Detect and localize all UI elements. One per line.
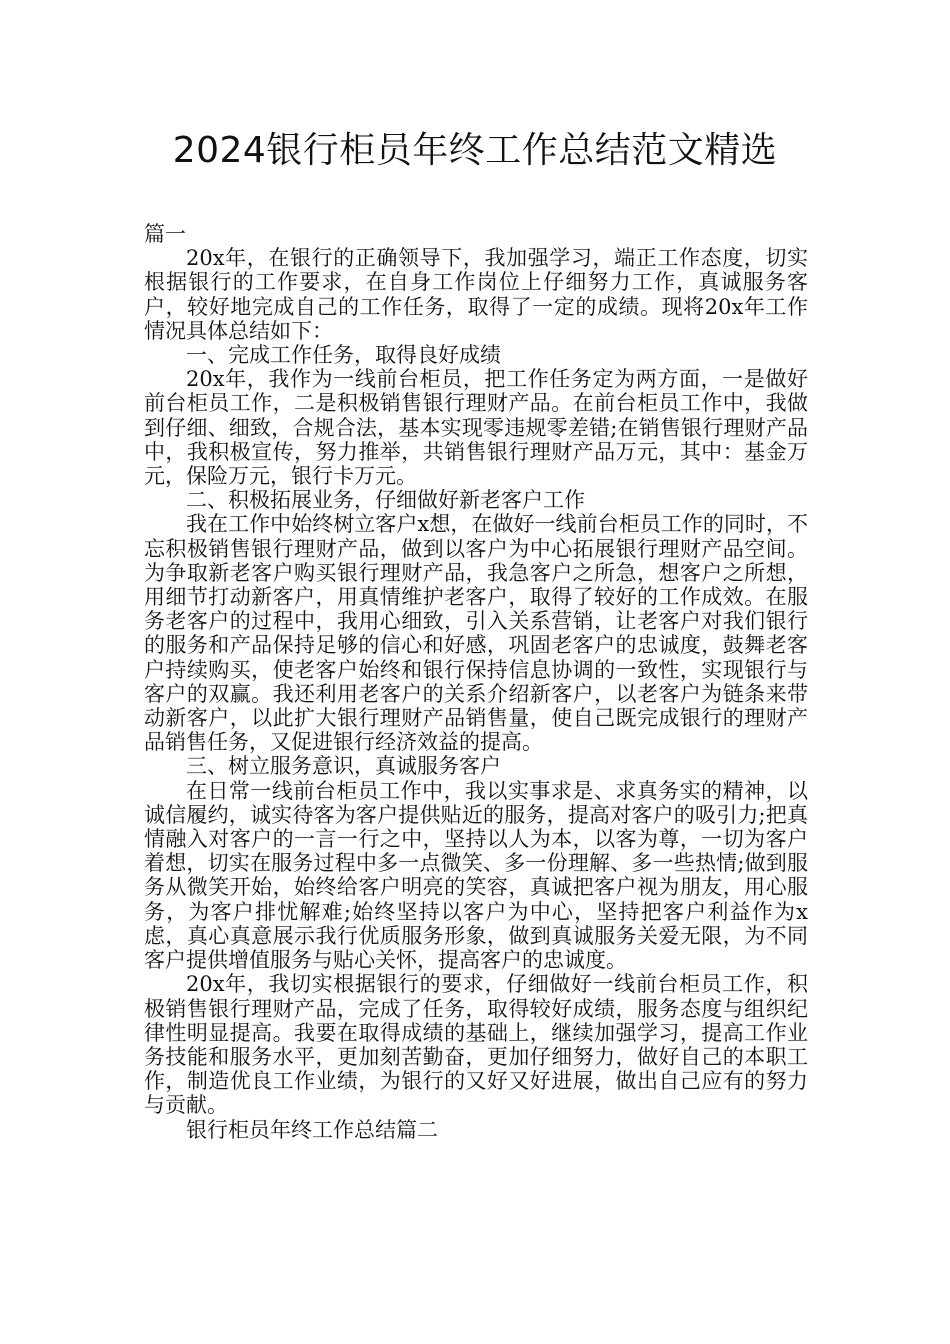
document-body	[144, 222, 808, 1142]
paragraph-conclusion: 20x年，我切实根据银行的要求，仔细做好一线前台柜员工作，积极销售银行理财产品，完成了任务，取得较好成绩，服务态度与组织纪律性明显提高。我要在取得成绩的基础上，继续加强学习，提高工作业务技能和服务水平，更加刻苦勤奋，更加仔细努力，做好自己的本职工作，制造优良工作业绩，为银行的又好又好进展，做出自己应有的努力与贡献。	[144, 972, 808, 1118]
section-heading-3: 三、树立服务意识，真诚服务客户	[186, 754, 501, 779]
paragraph-3: 在日常一线前台柜员工作中，我以实事求是、求真务实的精神，以诚信履约，诚实待客为客户提供贴近的服务，提高对客户的吸引力;把真情融入对客户的一言一行之中，坚持以人为本，以客为尊，一切为客户着想，切实在服务过程中多一点微笑、多一份理解、多一些热情;做到服务从微笑开始，始终给客户明亮的笑容，真诚把客户视为朋友，用心服务，为客户排忧解难;始终坚持以客户为中心，坚持把客户利益作为x虑，真心真意展示我行优质服务形象，做到真诚服务关爱无限，为不同客户提供增值服务与贴心关怀，提高客户的忠诚度。	[144, 778, 808, 973]
next-section-heading: 银行柜员年终工作总结篇二	[186, 1117, 438, 1142]
section-heading-1: 一、完成工作任务，取得良好成绩	[186, 343, 501, 368]
section-label: 篇一	[144, 222, 186, 246]
paragraph-2: 我在工作中始终树立客户x想，在做好一线前台柜员工作的同时，不忘积极销售银行理财产品，做到以客户为中心拓展银行理财产品空间。为争取新老客户购买银行理财产品，我急客户之所急，想客户之所想，用细节打动新客户，用真情维护老客户，取得了较好的工作成效。在服务老客户的过程中，我用心细致，引入关系营销，让老客户对我们银行的服务和产品保持足够的信心和好感，巩固老客户的忠诚度，鼓舞老客户持续购买，使老客户始终和银行保持信息协调的一致性，实现银行与客户的双赢。我还利用老客户的关系介绍新客户，以老客户为链条来带动新客户，以此扩大银行理财产品销售量，使自己既完成银行的理财产品销售任务，又促进银行经济效益的提高。	[144, 512, 808, 755]
paragraph-intro: 20x年，在银行的正确领导下，我加强学习，端正工作态度，切实根据银行的工作要求，在自身工作岗位上仔细努力工作，真诚服务客户，较好地完成自己的工作任务，取得了一定的成绩。现将20x年工作情况具体总结如下：	[144, 246, 808, 343]
paragraph-1: 20x年，我作为一线前台柜员，把工作任务定为两方面，一是做好前台柜员工作，二是积极销售银行理财产品。在前台柜员工作中，我做到仔细、细致，合规合法，基本实现零违规零差错;在销售银行理财产品中，我积极宣传，努力推举，共销售银行理财产品万元，其中：基金万元，保险万元，银行卡万元。	[144, 367, 808, 489]
document-title: 2024银行柜员年终工作总结范文精选	[172, 130, 778, 171]
section-heading-2: 二、积极拓展业务，仔细做好新老客户工作	[186, 488, 585, 513]
